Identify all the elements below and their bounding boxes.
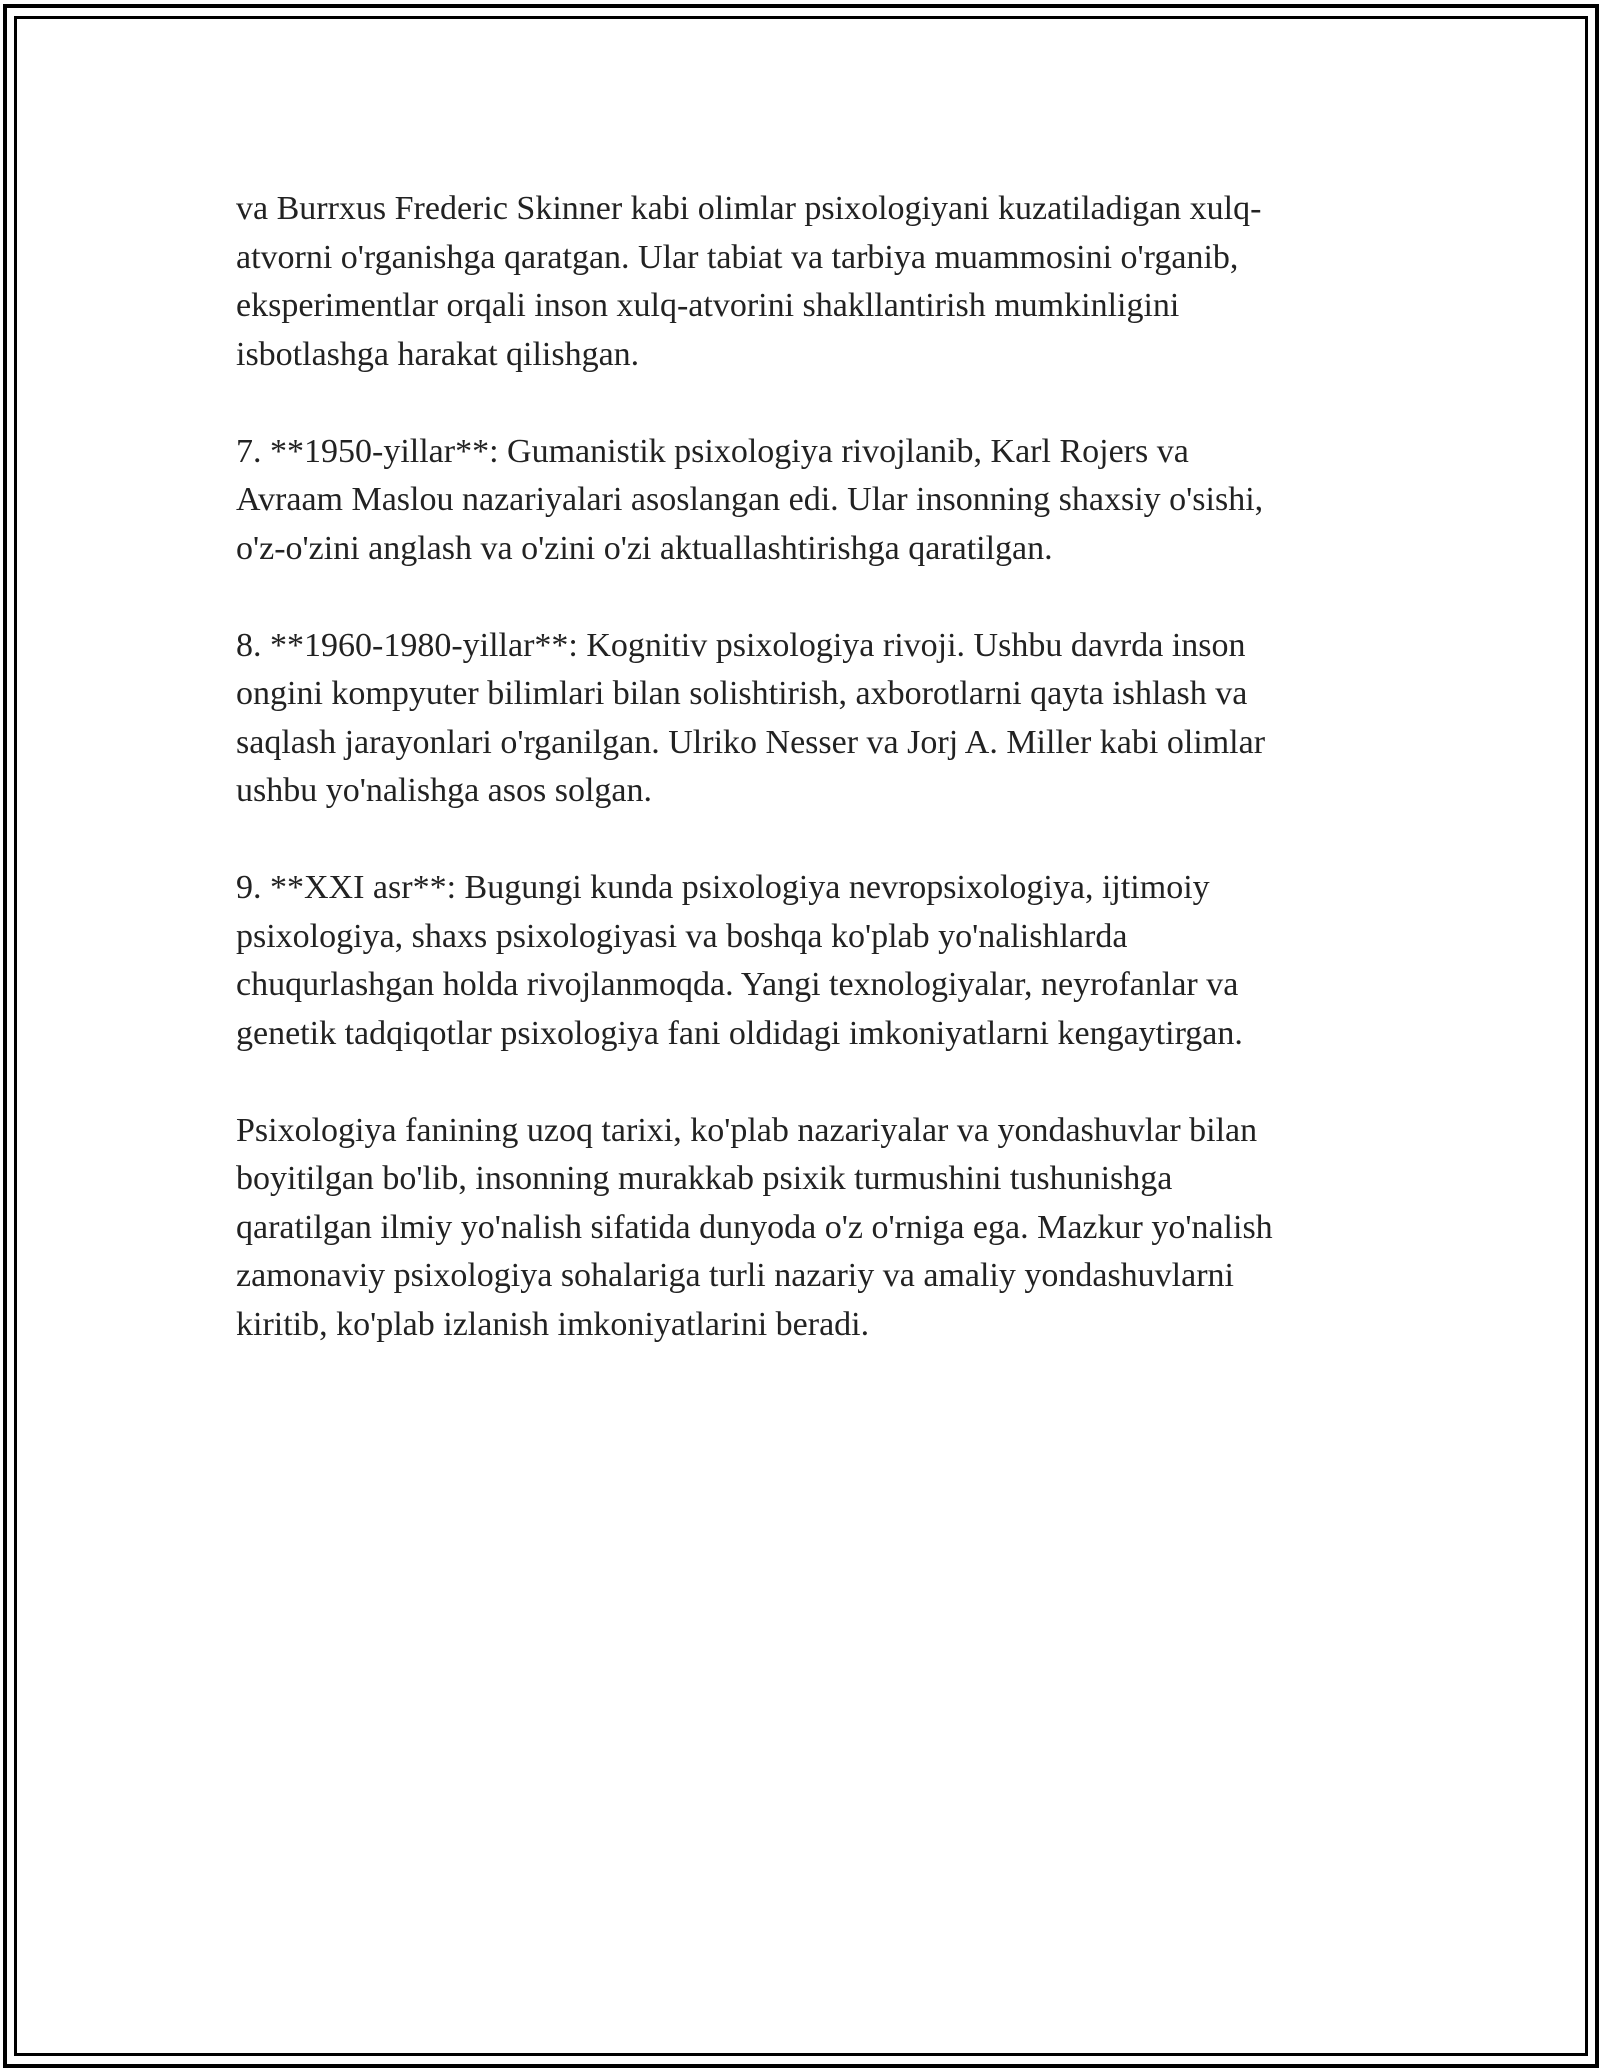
paragraph-conclusion: Psixologiya fanining uzoq tarixi, ko'plab nazariyalar va yondashuvlar bilan boyitilgan bo'lib, insonning murakkab psixik turmushini tushunishga qaratilgan ilmiy yo'nalish sifatida dunyoda o'z o'rniga ega. Mazkur yo'nalish zamonaviy psixologiya sohalariga turli nazariy va amaliy yondashuvlarni kiritib, ko'plab izlanish imkoniyatlarini beradi. bbox=[236, 1111, 1273, 1343]
paragraph-behaviorism-continued: va Burrxus Frederic Skinner kabi olimlar psixologiyani kuzatiladigan xulq- atvorni o'rganishga qaratgan. Ular tabiat va tarbiya muammosini o'rganib, eksperimentlar orqali inson xulq-atvorini shakllantirish mumkinligini isbotlashga harakat qilishgan. bbox=[236, 190, 1262, 373]
paragraph-21st-century: 9. **XXI asr**: Bugungi kunda psixologiya nevropsixologiya, ijtimoiy psixologiya, shaxs psixologiyasi va boshqa ko'plab yo'nalishlarda chuqurlashgan holda rivojlanmoqda. Yangi texnologiyalar, neyrofanlar va genetik tadqiqotlar psixologiya fani oldidagi imkoniyatlarni kengaytirgan. bbox=[236, 869, 1243, 1052]
paragraph-1950s: 7. **1950-yillar**: Gumanistik psixologiya rivojlanib, Karl Rojers va Avraam Maslou nazariyalari asoslangan edi. Ular insonning shaxsiy o'sishi, o'z-o'zini anglash va o'zini o'zi aktuallashtirishga qaratilgan. bbox=[236, 432, 1264, 567]
paragraph-1960-1980s: 8. **1960-1980-yillar**: Kognitiv psixologiya rivoji. Ushbu davrda inson ongini kompyuter bilimlari bilan solishtirish, axborotlarni qayta ishlash va saqlash jarayonlari o'rganilgan. Ulriko Nesser va Jorj A. Miller kabi olimlar ushbu yo'nalishga asos solgan. bbox=[236, 626, 1266, 809]
document-body bbox=[236, 185, 1366, 1398]
